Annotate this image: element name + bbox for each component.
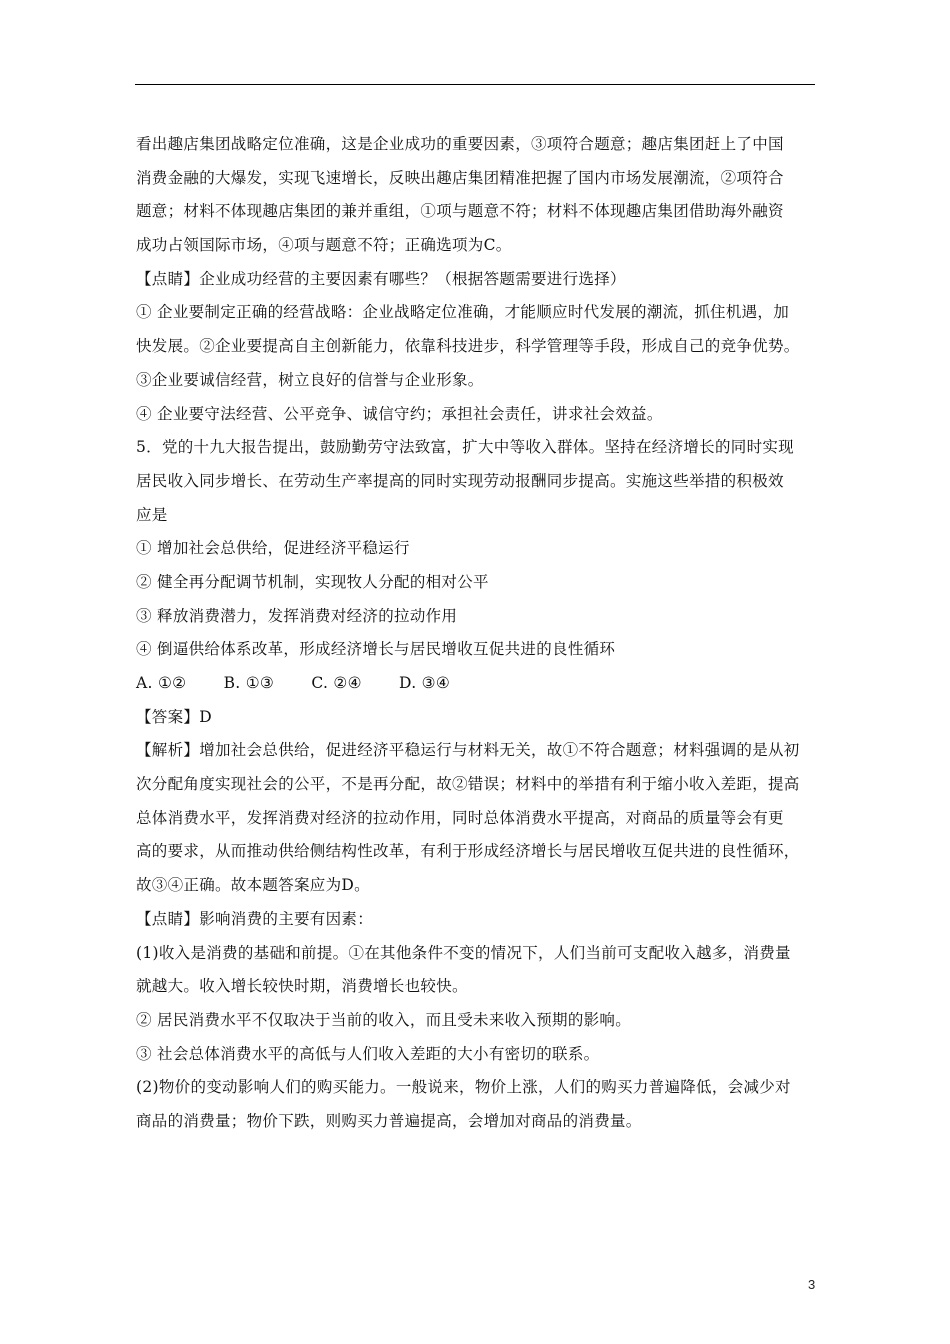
note-line: (1)收入是消费的基础和前提。①在其他条件不变的情况下，人们当前可支配收入越多，消费量 [136, 943, 791, 962]
question-item: ④ 倒逼供给体系改革，形成经济增长与居民增收互促共进的良性循环 [136, 640, 616, 659]
text-line: 消费金融的大爆发，实现飞速增长，反映出趣店集团精准把握了国内市场发展潮流，②项符合 [136, 168, 784, 187]
note-line: (2)物价的变动影响人们的购买能力。一般说来，物价上涨，人们的购买力普遍降低，会减少对 [136, 1078, 791, 1097]
text-line: ③企业要诚信经营，树立良好的信誉与企业形象。 [136, 370, 484, 389]
text-line: ④ 企业要守法经营、公平竞争、诚信守约；承担社会责任，讲求社会效益。 [136, 404, 663, 423]
note-line: 【点睛】影响消费的主要有因素： [136, 909, 374, 928]
header-rule [135, 84, 815, 85]
analysis-line: 总体消费水平，发挥消费对经济的拉动作用，同时总体消费水平提高，对商品的质量等会有更 [136, 808, 784, 827]
question-item: ② 健全再分配调节机制，实现牧人分配的相对公平 [136, 572, 489, 591]
note-line: 就越大。收入增长较快时期，消费增长也较快。 [136, 977, 468, 996]
question-line: 应是 [136, 505, 168, 524]
document-body [136, 128, 818, 1139]
text-line: 题意；材料不体现趣店集团的兼并重组，①项与题意不符；材料不体现趣店集团借助海外融资 [136, 202, 784, 221]
option-c: C. ②④ [311, 674, 362, 692]
note-line: ③ 社会总体消费水平的高低与人们收入差距的大小有密切的联系。 [136, 1044, 600, 1063]
analysis-line: 次分配角度实现社会的公平，不是再分配，故②错误；材料中的举措有利于缩小收入差距，提高 [136, 775, 800, 794]
text-line: ① 企业要制定正确的经营战略：企业战略定位准确，才能顺应时代发展的潮流，抓住机遇，加 [136, 303, 790, 322]
note-line: 商品的消费量；物价下跌，则购买力普遍提高，会增加对商品的消费量。 [136, 1111, 642, 1130]
text-line: 快发展。②企业要提高自主创新能力，依靠科技进步，科学管理等手段，形成自己的竞争优势。 [136, 337, 800, 356]
text-line: 成功占领国际市场，④项与题意不符；正确选项为C。 [136, 236, 512, 255]
text-line: 看出趣店集团战略定位准确，这是企业成功的重要因素，③项符合题意；趣店集团赶上了中国 [136, 135, 784, 153]
question-line: 居民收入同步增长、在劳动生产率提高的同时实现劳动报酬同步提高。实施这些举措的积极效 [136, 471, 784, 490]
answer-options [136, 667, 818, 701]
analysis-line: 【解析】增加社会总供给，促进经济平稳运行与材料无关，故①不符合题意；材料强调的是从初 [136, 741, 800, 760]
question-line: 5．党的十九大报告提出，鼓励勤劳守法致富，扩大中等收入群体。坚持在经济增长的同时实现 [136, 438, 794, 457]
note-line: ② 居民消费水平不仅取决于当前的收入，而且受未来收入预期的影响。 [136, 1010, 632, 1029]
option-b: B. ①③ [223, 674, 275, 692]
question-item: ③ 释放消费潜力，发挥消费对经济的拉动作用 [136, 606, 458, 625]
option-d: D. ③④ [399, 674, 451, 692]
analysis-line: 高的要求，从而推动供给侧结构性改革，有利于形成经济增长与居民增收互促共进的良性循环， [136, 842, 800, 861]
answer-line: 【答案】D [136, 707, 212, 726]
page-number: 3 [808, 1277, 816, 1292]
question-item: ① 增加社会总供给，促进经济平稳运行 [136, 539, 410, 558]
analysis-line: 故③④正确。故本题答案应为D。 [136, 876, 370, 895]
text-line: 【点睛】企业成功经营的主要因素有哪些？（根据答题需要进行选择） [136, 269, 626, 288]
option-a: A. ①② [136, 674, 187, 692]
